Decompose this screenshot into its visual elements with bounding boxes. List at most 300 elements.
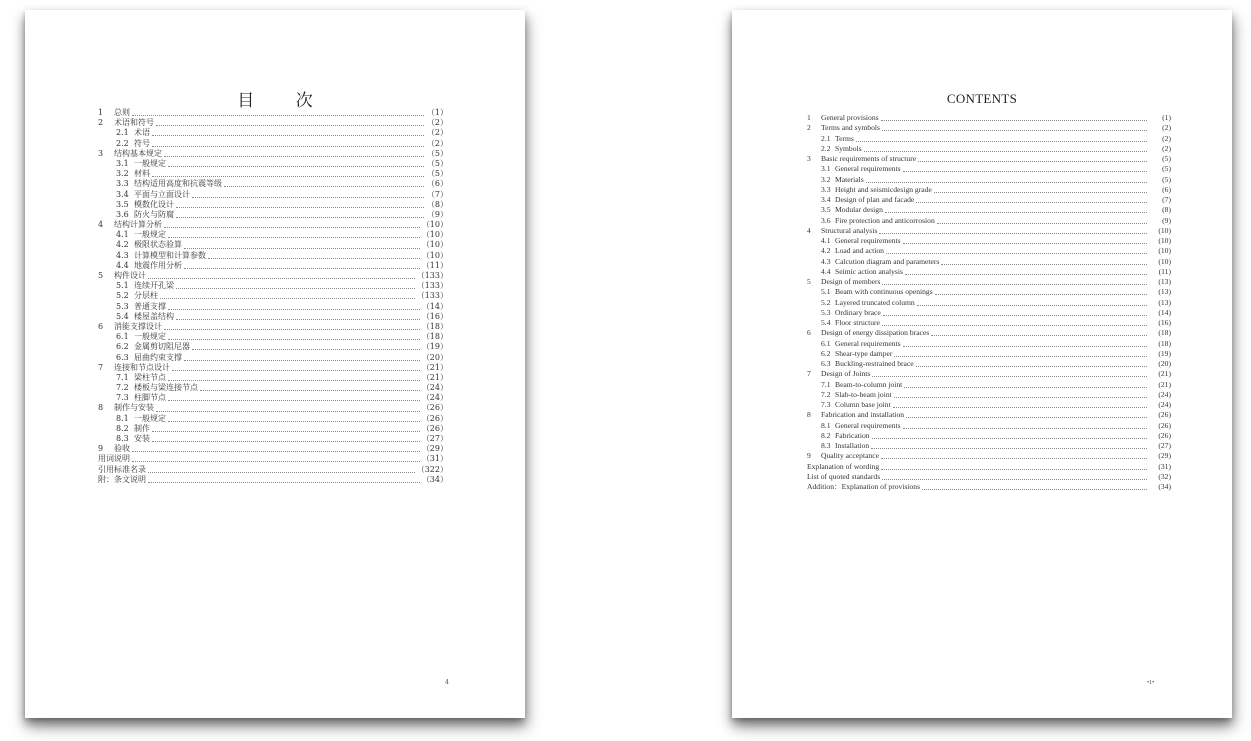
- toc-entry-number: 3.5: [821, 205, 831, 215]
- dot-leader: [192, 196, 424, 198]
- toc-entry: [807, 451, 1171, 461]
- toc-entry-page: （11）: [421, 260, 448, 270]
- toc-entry-label: 梁柱节点: [134, 372, 166, 382]
- toc-entry-number: 3.2: [116, 169, 129, 179]
- toc-entry-page: (13): [1158, 297, 1171, 307]
- dot-leader: [164, 155, 424, 157]
- toc-entry-page: （133）: [416, 271, 448, 280]
- toc-entry-page: （20）: [421, 352, 448, 362]
- toc-entry-label: 防火与防腐: [134, 209, 174, 219]
- dot-leader: [882, 129, 1147, 131]
- dot-leader: [941, 263, 1147, 265]
- toc-entry-number: 5.3: [821, 307, 831, 317]
- toc-entry-page: (8): [1162, 205, 1171, 215]
- toc-entry: [807, 298, 1171, 308]
- toc-entry-number: 8.3: [116, 434, 129, 443]
- toc-entry: [98, 281, 448, 291]
- dot-leader: [881, 457, 1147, 459]
- toc-entry: [98, 373, 448, 383]
- toc-entry: [807, 472, 1171, 482]
- dot-leader: [903, 242, 1147, 244]
- toc-entry-page: (5): [1162, 154, 1171, 163]
- dot-leader: [152, 175, 424, 177]
- toc-entry-label: 符号: [134, 138, 150, 148]
- toc-entry-page: （24）: [421, 393, 448, 403]
- dot-leader: [856, 140, 1147, 142]
- toc-entry: [807, 205, 1171, 215]
- toc-entry: [98, 179, 448, 189]
- toc-entry: [98, 251, 448, 261]
- toc-entry-label: 制作与安装: [114, 403, 154, 413]
- toc-entry-label: Beam with continuous openings: [835, 287, 933, 297]
- toc-entry-page: （26）: [421, 413, 448, 423]
- page-number: •1•: [1147, 680, 1155, 686]
- toc-entry-page: （18）: [421, 332, 448, 342]
- toc-entry-number: 5.2: [821, 297, 831, 307]
- dot-leader: [882, 283, 1147, 285]
- toc-entry-label: 消能支撑设计: [114, 321, 162, 331]
- toc-entry-number: 5.3: [116, 301, 129, 311]
- toc-entry-label: 金属剪切阻尼器: [134, 342, 190, 352]
- toc-entry: [807, 144, 1171, 154]
- toc-entry-page: (10): [1158, 256, 1171, 266]
- toc-entry-label: 模数化设计: [134, 199, 174, 209]
- toc-entry: [807, 216, 1171, 226]
- toc-entry-label: 引用标准名录: [98, 464, 146, 474]
- toc-entry-number: 6.1: [116, 332, 129, 342]
- toc-entry: [98, 414, 448, 424]
- dot-leader: [164, 328, 420, 330]
- toc-entry-label: General requirements: [835, 236, 901, 245]
- toc-entry-number: 4.4: [116, 260, 129, 270]
- toc-entry-number: 4.2: [821, 246, 831, 256]
- toc-entry: [98, 291, 448, 301]
- toc-entry-page: (18): [1158, 338, 1171, 348]
- dot-leader: [906, 416, 1147, 418]
- dot-leader: [176, 318, 420, 320]
- toc-entry-number: 8: [98, 403, 104, 413]
- toc-entry-number: 3.2: [821, 174, 831, 184]
- toc-entry-label: 一般规定: [134, 413, 166, 423]
- toc-entry-label: List of quoted standards: [807, 471, 881, 481]
- toc-entry-number: 3.3: [821, 184, 831, 194]
- toc-entry-label: Basic requirements of structure: [821, 154, 917, 163]
- dot-leader: [148, 481, 420, 483]
- toc-entry-label: 分层柱: [134, 291, 158, 301]
- toc-entry-number: 7: [98, 362, 104, 372]
- toc-entry-label: Structural analysis: [821, 225, 878, 235]
- dot-leader: [168, 338, 420, 340]
- toc-entry: [98, 322, 448, 332]
- dot-leader: [872, 437, 1147, 439]
- toc-entry-label: Beam-to-column joint: [835, 379, 903, 389]
- toc-entry-number: 6.2: [821, 348, 831, 358]
- toc-entry-number: 6.1: [821, 338, 831, 348]
- toc-entry-label: Ordinary brace: [835, 307, 881, 317]
- toc-entry: [98, 342, 448, 352]
- toc-entry-page: (2): [1162, 123, 1171, 133]
- dot-leader: [894, 396, 1147, 398]
- toc-entry-page: （21）: [421, 362, 448, 372]
- toc-entry-page: (21): [1158, 369, 1171, 379]
- toc-entry-label: Installation: [835, 441, 870, 450]
- toc-entry-page: （133）: [416, 291, 448, 301]
- toc-entry: [98, 230, 448, 240]
- toc-entry: [807, 287, 1171, 297]
- dot-leader: [883, 314, 1147, 316]
- toc-entry: [98, 210, 448, 220]
- dot-leader: [148, 471, 415, 473]
- toc-entry-number: 2.1: [116, 128, 129, 138]
- toc-entry: [98, 363, 448, 373]
- toc-entry-label: Floor structure: [835, 318, 880, 327]
- toc-entry-label: 楼屋盖结构: [134, 311, 174, 321]
- toc-entry-page: (7): [1162, 195, 1171, 204]
- dot-leader: [152, 430, 420, 432]
- dot-leader: [894, 355, 1147, 357]
- toc-entry: [807, 164, 1171, 174]
- toc-entry: [98, 332, 448, 342]
- toc-entry-page: (13): [1158, 277, 1171, 286]
- toc-entry-page: (2): [1162, 133, 1171, 143]
- toc-entry-label: General requirements: [835, 420, 901, 430]
- dot-leader: [132, 460, 420, 462]
- toc-entry-page: （322）: [416, 464, 448, 474]
- dot-leader: [132, 450, 420, 452]
- toc-entry: [98, 149, 448, 159]
- toc-entry: [807, 339, 1171, 349]
- toc-entry-page: (13): [1158, 287, 1171, 297]
- dot-leader: [937, 222, 1147, 224]
- toc-entry-label: 一般规定: [134, 332, 166, 342]
- dot-leader: [916, 201, 1147, 203]
- dot-leader: [208, 257, 420, 259]
- toc-entry-label: Seimic action analysis: [835, 266, 903, 276]
- toc-entry-page: (31): [1158, 461, 1171, 471]
- dot-leader: [866, 181, 1147, 183]
- toc-entry: [807, 380, 1171, 390]
- dot-leader: [168, 399, 420, 401]
- toc-entry-number: 4: [98, 220, 104, 230]
- toc-entry-page: （2）: [426, 128, 448, 138]
- toc-entry: [98, 403, 448, 413]
- toc-entry-number: 7.2: [116, 383, 129, 393]
- toc-entry-number: 2: [807, 123, 811, 133]
- page-title: CONTENTS: [946, 91, 1018, 106]
- toc-entry: [807, 113, 1171, 123]
- toc-entry-page: （10）: [421, 240, 448, 250]
- dot-leader: [918, 160, 1147, 162]
- dot-leader: [893, 406, 1147, 408]
- toc-entry: [98, 240, 448, 250]
- toc-entry-number: 3.4: [821, 195, 831, 204]
- toc-entry: [807, 257, 1171, 267]
- toc-entry-label: Column base joint: [835, 400, 891, 409]
- toc-entry: [807, 482, 1171, 492]
- toc-entry: [807, 175, 1171, 185]
- toc-entry: [98, 353, 448, 363]
- toc-entry: [807, 277, 1171, 287]
- toc-list: [98, 108, 448, 485]
- toc-entry-number: 8.3: [821, 441, 831, 450]
- toc-entry-number: 5.4: [821, 318, 831, 327]
- toc-entry-number: 9: [98, 444, 104, 454]
- dot-leader: [224, 185, 424, 187]
- dot-leader: [152, 145, 424, 147]
- toc-entry-number: 6.2: [116, 342, 129, 352]
- toc-entry-label: Design of Joints: [821, 369, 871, 379]
- dot-leader: [132, 114, 424, 116]
- toc-entry-page: （27）: [421, 434, 448, 443]
- toc-entry-page: (10): [1158, 246, 1171, 256]
- toc-entry-page: (24): [1158, 400, 1171, 409]
- toc-entry-number: 4.2: [116, 240, 129, 250]
- toc-entry: [807, 349, 1171, 359]
- toc-entry-page: （19）: [421, 342, 448, 352]
- dot-leader: [879, 232, 1147, 234]
- toc-entry: [807, 328, 1171, 338]
- toc-entry-number: 4.1: [821, 236, 831, 245]
- toc-entry-label: 平面与立面设计: [134, 189, 190, 199]
- toc-entry-page: (29): [1158, 451, 1171, 461]
- toc-list: [807, 113, 1171, 492]
- toc-entry-label: Explanation of wording: [807, 461, 880, 471]
- toc-entry: [98, 200, 448, 210]
- toc-entry-page: （18）: [421, 321, 448, 331]
- toc-entry-page: (9): [1162, 215, 1171, 225]
- toc-entry-number: 3.1: [116, 158, 129, 168]
- toc-entry: [98, 475, 448, 485]
- dot-leader: [931, 334, 1147, 336]
- toc-entry: [807, 308, 1171, 318]
- toc-entry-number: 2.1: [821, 133, 831, 143]
- dot-leader: [168, 236, 420, 238]
- toc-entry-page: (34): [1158, 482, 1171, 491]
- dot-leader: [886, 252, 1147, 254]
- toc-entry-number: 3.6: [116, 209, 129, 219]
- toc-entry-page: (10): [1158, 236, 1171, 245]
- toc-entry-label: 计算模型和计算参数: [134, 250, 206, 260]
- toc-entry-number: 3: [807, 154, 811, 163]
- toc-entry: [98, 220, 448, 230]
- dot-leader: [168, 420, 420, 422]
- toc-entry-label: 结构基本规定: [114, 148, 162, 158]
- toc-entry-page: (14): [1158, 307, 1171, 317]
- toc-entry: [807, 400, 1171, 410]
- toc-entry-page: （10）: [421, 250, 448, 260]
- toc-entry-number: 4.1: [116, 230, 129, 240]
- toc-entry: [98, 434, 448, 444]
- english-toc-page: [732, 10, 1232, 718]
- toc-entry-number: 6.3: [821, 359, 831, 368]
- dot-leader: [934, 191, 1147, 193]
- toc-entry-number: 2.2: [116, 138, 129, 148]
- dot-leader: [917, 304, 1147, 306]
- page-number: 4: [445, 679, 449, 686]
- toc-entry-number: 7.3: [821, 400, 831, 409]
- toc-entry: [807, 123, 1171, 133]
- toc-entry-number: 4.3: [821, 256, 831, 266]
- toc-entry: [807, 226, 1171, 236]
- toc-entry-number: 7.3: [116, 393, 129, 403]
- toc-entry-number: 8.1: [821, 420, 831, 430]
- toc-entry-number: 4.4: [821, 266, 831, 276]
- dot-leader: [172, 369, 420, 371]
- toc-entry-page: （26）: [421, 423, 448, 433]
- page-title: 目 次: [237, 91, 331, 111]
- toc-entry-number: 3.5: [116, 199, 129, 209]
- dot-leader: [184, 267, 420, 269]
- toc-entry-page: (20): [1158, 359, 1171, 368]
- toc-entry: [807, 318, 1171, 328]
- chinese-toc-page: [25, 10, 525, 718]
- toc-entry: [98, 271, 448, 281]
- dot-leader: [903, 427, 1147, 429]
- dot-leader: [168, 165, 424, 167]
- toc-entry-number: 1: [807, 113, 811, 122]
- toc-entry-page: （2）: [426, 118, 448, 128]
- toc-entry-number: 3.4: [116, 189, 129, 199]
- toc-entry-page: （31）: [421, 454, 448, 464]
- toc-entry: [807, 462, 1171, 472]
- toc-entry: [807, 441, 1171, 451]
- toc-entry-label: 术语和符号: [114, 118, 154, 128]
- toc-entry-label: General requirements: [835, 164, 901, 174]
- toc-entry: [98, 118, 448, 128]
- toc-entry-label: Modular design: [835, 205, 883, 215]
- toc-entry-label: 安装: [134, 434, 150, 443]
- toc-entry: [807, 369, 1171, 379]
- toc-entry-label: Slab-to-beam joint: [835, 389, 892, 399]
- toc-entry-label: General provisions: [821, 113, 879, 122]
- dot-leader: [176, 216, 424, 218]
- toc-entry-page: (11): [1158, 266, 1171, 276]
- dot-leader: [200, 389, 420, 391]
- toc-entry-number: 3.6: [821, 215, 831, 225]
- toc-entry-page: （5）: [426, 169, 448, 179]
- toc-entry: [98, 128, 448, 138]
- toc-entry-page: (5): [1162, 174, 1171, 184]
- dot-leader: [903, 170, 1147, 172]
- dot-leader: [885, 211, 1147, 213]
- toc-entry-page: (5): [1162, 164, 1171, 174]
- dot-leader: [156, 124, 424, 126]
- toc-entry-page: (16): [1158, 318, 1171, 327]
- toc-entry-page: （5）: [426, 148, 448, 158]
- dot-leader: [871, 447, 1147, 449]
- toc-entry-label: Layered truncated column: [835, 297, 915, 307]
- dot-leader: [152, 134, 424, 136]
- dot-leader: [905, 273, 1147, 275]
- toc-entry-number: 8: [807, 410, 811, 420]
- toc-entry-page: （1）: [426, 108, 448, 117]
- toc-entry-label: Design of plan and facade: [835, 195, 915, 204]
- toc-entry-number: 4: [807, 225, 811, 235]
- toc-entry-label: 术语: [134, 128, 150, 138]
- toc-entry: [98, 139, 448, 149]
- toc-entry-label: 验收: [114, 444, 130, 454]
- toc-entry: [98, 454, 448, 464]
- toc-entry-label: 制作: [134, 423, 150, 433]
- dot-leader: [882, 324, 1147, 326]
- toc-entry: [98, 190, 448, 200]
- toc-entry-number: 6: [807, 328, 811, 338]
- toc-entry-number: 6: [98, 321, 104, 331]
- toc-entry-page: (2): [1162, 143, 1171, 153]
- toc-entry-label: 结构计算分析: [114, 220, 162, 230]
- toc-entry-label: Fabrication: [835, 430, 870, 440]
- dot-leader: [168, 308, 420, 310]
- toc-entry-label: General requirements: [835, 338, 901, 348]
- toc-entry-label: Shear-type damper: [835, 348, 893, 358]
- toc-entry-label: Materials: [835, 174, 864, 184]
- toc-entry-number: 5.1: [821, 287, 831, 297]
- toc-entry-label: 地震作用分析: [134, 260, 182, 270]
- toc-entry-label: 柱脚节点: [134, 393, 166, 403]
- dot-leader: [881, 119, 1147, 121]
- toc-entry-number: 2: [98, 118, 104, 128]
- toc-entry-number: 7: [807, 369, 811, 379]
- toc-entry-label: Buckling-restrained brace: [835, 359, 914, 368]
- toc-entry-number: 1: [98, 108, 104, 117]
- toc-entry-label: 屈曲约束支撑: [134, 352, 182, 362]
- toc-entry-page: (10): [1158, 225, 1171, 235]
- toc-entry-page: （24）: [421, 383, 448, 393]
- dot-leader: [922, 488, 1147, 490]
- toc-entry: [807, 195, 1171, 205]
- toc-entry-page: (19): [1158, 348, 1171, 358]
- toc-entry-page: (6): [1162, 184, 1171, 194]
- toc-entry-page: （2）: [426, 138, 448, 148]
- toc-entry-label: Addition：Explanation of provisions: [807, 482, 921, 491]
- toc-entry-label: 连续开孔梁: [134, 281, 174, 291]
- toc-entry-label: 一般规定: [134, 230, 166, 240]
- toc-entry: [807, 390, 1171, 400]
- toc-entry-label: 总则: [114, 108, 130, 117]
- toc-entry-label: Fabrication and installation: [821, 410, 905, 420]
- dot-leader: [882, 478, 1147, 480]
- toc-entry-page: （21）: [421, 372, 448, 382]
- toc-entry-page: （10）: [421, 220, 448, 230]
- toc-entry-number: 8.2: [821, 430, 831, 440]
- toc-entry-label: 楼板与梁连接节点: [134, 383, 198, 393]
- toc-entry-page: （7）: [426, 189, 448, 199]
- dot-leader: [148, 277, 415, 279]
- dot-leader: [156, 410, 420, 412]
- toc-entry-page: （16）: [421, 311, 448, 321]
- toc-entry: [98, 312, 448, 322]
- toc-entry: [807, 410, 1171, 420]
- toc-entry-number: 5.4: [116, 311, 129, 321]
- toc-entry: [98, 169, 448, 179]
- dot-leader: [864, 150, 1147, 152]
- dot-leader: [916, 365, 1147, 367]
- toc-entry-page: （34）: [421, 474, 448, 484]
- toc-entry-page: (26): [1158, 430, 1171, 440]
- toc-entry: [807, 359, 1171, 369]
- toc-entry-page: （133）: [416, 281, 448, 291]
- toc-entry-label: Calcution diagram and parameters: [835, 256, 940, 266]
- toc-entry-number: 8.2: [116, 423, 129, 433]
- toc-entry-page: (18): [1158, 328, 1171, 338]
- toc-entry-label: 一般规定: [134, 158, 166, 168]
- toc-entry-number: 2.2: [821, 143, 831, 153]
- toc-entry-page: (32): [1158, 471, 1171, 481]
- dot-leader: [881, 468, 1147, 470]
- dot-leader: [872, 375, 1147, 377]
- toc-entry-page: (26): [1158, 410, 1171, 420]
- toc-entry-number: 7.2: [821, 389, 831, 399]
